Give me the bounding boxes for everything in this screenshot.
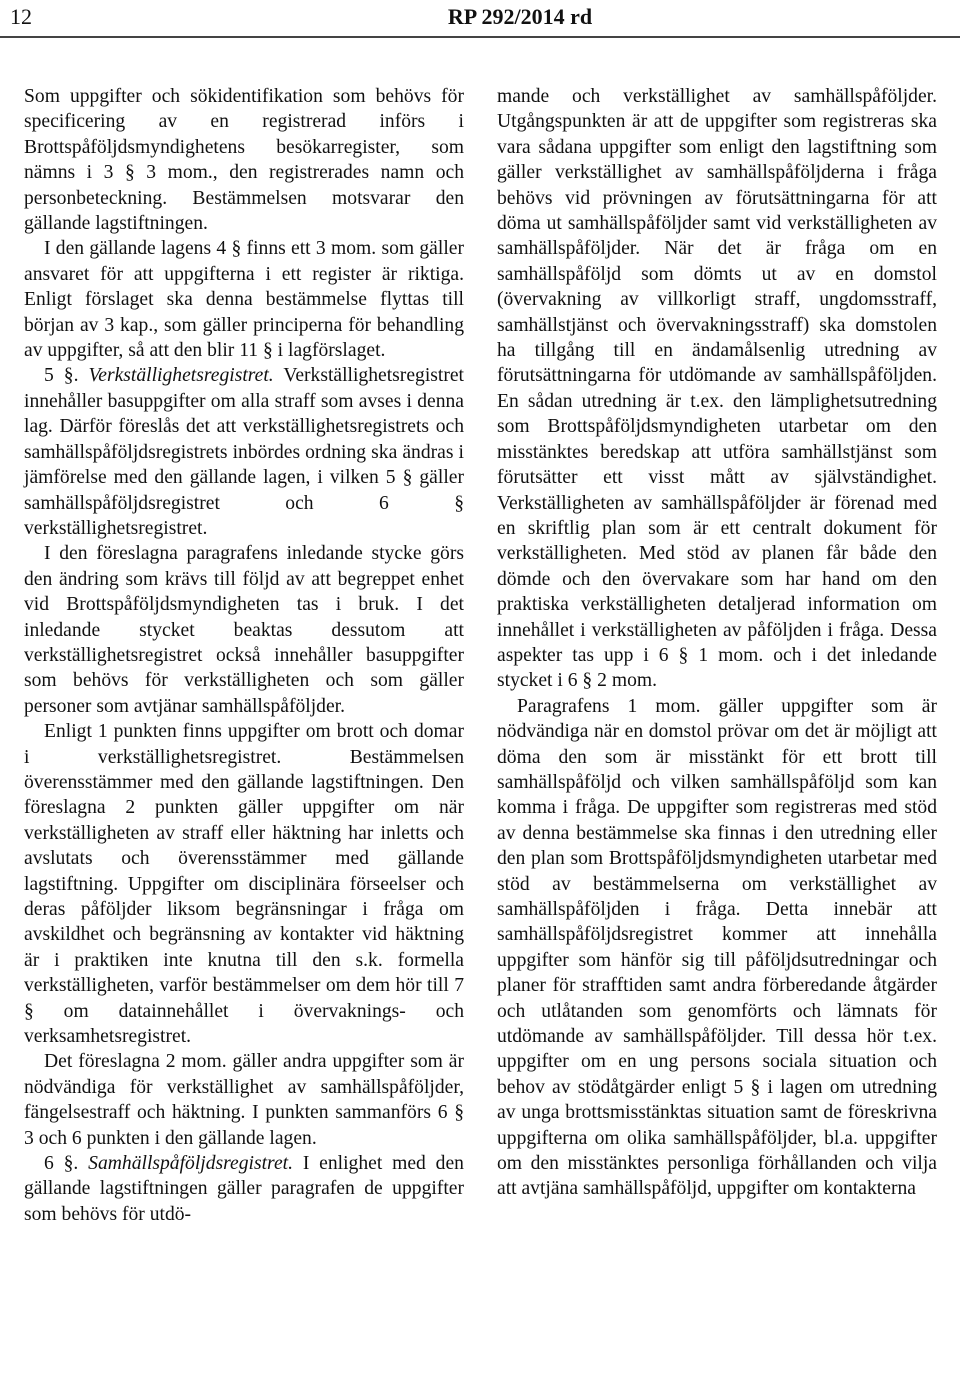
paragraph: Det föreslagna 2 mom. gäller andra uppgifter som är nödvändiga för verkställighet av samhällspåföljder, fängelsestraff och häktning. I punkten sammanförs 6 § 3 och 6 punkten i den gällande lagen. (24, 1051, 464, 1149)
paragraph: mande och verkställighet av samhällspåföljder. Utgångspunkten är att de uppgifter som registreras ska vara sådana uppgifter som enligt den lagstiftning som gäller verkställighet av samhällspåföljderna i fråga behövs vid prövningen av förutsättningarna för att döma ut samhällspåföljder samt vid verkställigheten av samhällspåföljder. När det är fråga om en samhällspåföljd som dömts ut av en domstol (övervakning av villkorligt straff, ungdomsstraff, samhällstjänst och övervakningsstraff) ska domstolen ha tillgång till en ändamålsenlig utredning av förutsättningarna för utdömande av samhällspåföljden. En sådan utredning är t.ex. den lämplighetsutredning som Brottspåföljdsmyndigheten utarbetar om den misstänktes beredskap att utföra samhällstjänst som förutsätter ett visst mått av självständighet. Verkställigheten av samhällspåföljder är förenad med en skriftlig plan som är ett centralt dokument för verkställigheten. Med stöd av planen får både den dömde och den övervakare som har hand om den praktiska verkställigheten detaljerad information om innehållet i verkställigheten av påföljden i fråga. Dessa aspekter tas upp i 6 § 1 mom. och i det inledande stycket i 6 § 2 mom. (497, 86, 937, 692)
section-number: 6 §. (44, 1153, 79, 1175)
section-title: Verkställighetsregistret. (88, 365, 274, 387)
section-title: Samhällspåföljdsregistret. (88, 1153, 293, 1175)
document-id: RP 292/2014 rd (447, 4, 593, 29)
paragraph: Paragrafens 1 mom. gäller uppgifter som är nödvändiga när en domstol prövar om det är möjligt att döma den som är misstänkt för ett brott till samhällspåföljd och vilken samhällspåföljd som kan komma i fråga. De uppgifter som registreras med stöd av denna bestämmelse ska finnas i den utredning eller den plan som Brottspåföljdsmyndigheten utarbetar med stöd av bestämmelserna om verkställighet av samhällspåföljden i fråga. Detta innebär att samhällspåföljdsregistret kommer att innehålla uppgifter som hänför sig till påföljdsutredningar och planer för strafftiden samt andra förberedande åtgärder och utlåtanden som genomförts och lämnats för utdömande av samhällspåföljder. Till dessa hör t.ex. uppgifter om en ung persons sociala situation och behov av stödåtgärder enligt 5 § i lagen om utredning av unga brottsmisstänktas situation samt de föreskrivna uppgifterna om olika samhällspåföljder, bl.a. uppgifter om den misstänktes personliga förhållanden och vilja att avtjäna samhällspåföljd, uppgifter om kontakterna (497, 695, 937, 1200)
right-column (497, 84, 937, 1202)
section-text: Verkställighetsregistret innehåller basuppgifter om alla straff som avses i denna lag. Därför föreslås det att verkställighetsregistrets och samhällspåföljdsregistrets inbördes ordning ska ändras i jämförelse med den gällande lagen, i vilken 5 § gäller samhällspåföljdsregistret och 6 § verkställighetsregistret. (24, 365, 464, 539)
paragraph: I den föreslagna paragrafens inledande stycke görs den ändring som krävs till följd av att begreppet enhet vid Brottspåföljdsmyndigheten tas i bruk. I det inledande stycket beaktas dessutom att verkställighetsregistret också innehåller basuppgifter som behövs för verkställigheten och som gäller personer som avtjänar samhällspåföljder. (24, 543, 464, 717)
paragraph: Enligt 1 punkten finns uppgifter om brott och domar i verkställighetsregistret. Bestämmelsen överensstämmer med den gällande lagstiftningen. Den föreslagna 2 punkten gäller uppgifter om när verkställigheten av straff eller häktning har inletts och avslutats och överensstämmer med gällande lagstiftning. Uppgifter om disciplinära förseelser och deras påföljder liksom begränsningar i fråga om avskildhet och begränsning av kontakter vid häktning är i praktiken inte knutna till den s.k. formella verkställigheten, varför bestämmelser om dem hör till 7 § om datainnehållet i övervaknings- och verksamhetsregistret. (24, 721, 464, 1048)
section-number: 5 §. (44, 365, 79, 387)
header-rule (0, 36, 960, 38)
section-6 (24, 1151, 464, 1227)
page-number: 12 (10, 4, 32, 29)
paragraph: I den gällande lagens 4 § finns ett 3 mom. som gäller ansvaret för att uppgifterna i ett register är riktiga. Enligt förslaget ska denna bestämmelse flyttas till början av 3 kap., som gäller principerna för behandling av uppgifter, så att den blir 11 § i lagförslaget. (24, 238, 464, 362)
section-text: I enlighet med den gällande lagstiftningen gäller paragrafen de uppgifter som behövs för utdö- (24, 1153, 464, 1225)
left-column (24, 84, 464, 1227)
section-5 (24, 363, 464, 541)
page-header (0, 0, 960, 36)
paragraph: Som uppgifter och sökidentifikation som behövs för specificering av en registrerad införs i Brottspåföljdsmyndighetens besökarregister, som nämns i 3 § 3 mom., den registrerades namn och personbeteckning. Bestämmelsen motsvarar den gällande lagstiftningen. (24, 86, 464, 235)
